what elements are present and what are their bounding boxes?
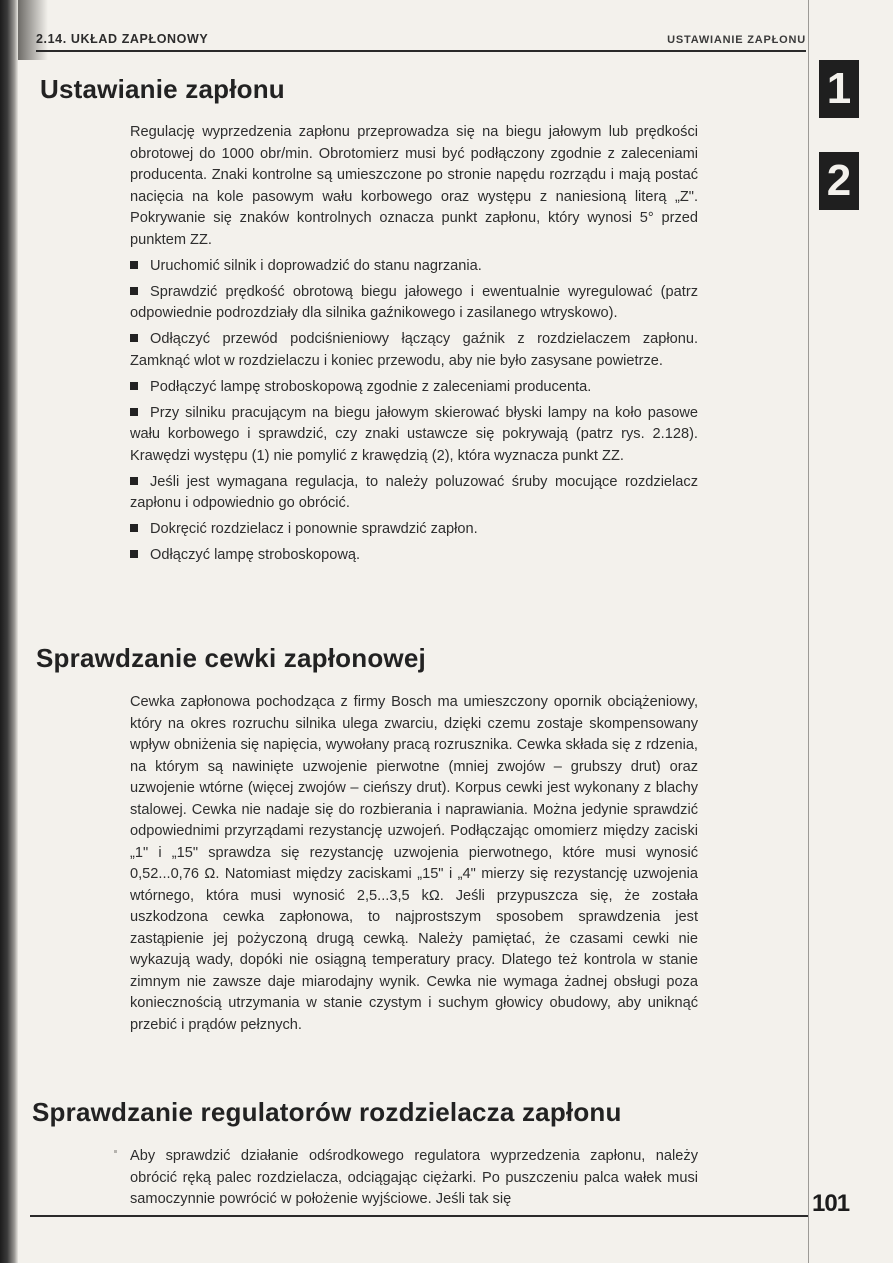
section-number-title: 2.14. UKŁAD ZAPŁONOWY xyxy=(36,32,209,46)
chapter-tab-2: 2 xyxy=(819,152,859,210)
bullet-icon xyxy=(130,477,138,485)
intro-paragraph: Regulację wyprzedzenia zapłonu przeprowadza się na biegu jałowym lub prędkości obrotowej do 1000 obr/min. Obrotomierz musi być podłączony zgodnie z zaleceniami producenta. Znaki kontrolne są umieszczone po stronie napędu rozrządu i mają postać nacięcia na kole pasowym wału korbowego oraz występu z naniesioną literą „Z". Pokrywanie się znaków kontrolnych oznacza punkt zapłonu, który wynosi 5° przed punktem ZZ. xyxy=(130,124,698,248)
section-title-ignition-timing: Ustawianie zapłonu xyxy=(40,74,285,104)
list-item: Sprawdzić prędkość obrotową biegu jałowego i ewentualnie wyregulować (patrz odpowiednie podrozdziały dla silnika gaźnikowego i zasilanego wtryskowo). xyxy=(130,283,698,321)
bullet-icon xyxy=(130,550,138,558)
chapter-tab-1: 1 xyxy=(819,60,859,118)
list-item: Przy silniku pracującym na biegu jałowym skierować błyski lampy na koło pasowe wału korbowego i sprawdzić, czy znaki ustawcze się pokrywają (patrz rys. 2.128). Krawędzi występu (1) nie pomylić z krawędzią (2), która wyznacza punkt ZZ. xyxy=(130,404,698,464)
margin-rule xyxy=(808,0,809,1263)
bullet-icon xyxy=(130,334,138,342)
body-paragraph: Aby sprawdzić działanie odśrodkowego regulatora wyprzedzenia zapłonu, należy obrócić ręką palec rozdzielacza, odciągając ciężarki. Po puszczeniu palca wałek musi samoczynnie powrócić w położenie wyjściowe. Jeśli tak się xyxy=(130,1148,698,1207)
running-header xyxy=(36,30,806,50)
bullet-icon xyxy=(130,408,138,416)
bullet-icon xyxy=(130,524,138,532)
section-title-distributor-regulators: Sprawdzanie regulatorów rozdzielacza zapłonu xyxy=(32,1097,622,1127)
book-spine-shadow xyxy=(0,0,18,1263)
running-title: USTAWIANIE ZAPŁONU xyxy=(667,34,806,46)
list-item: Uruchomić silnik i doprowadzić do stanu nagrzania. xyxy=(130,256,698,278)
bullet-icon xyxy=(130,261,138,269)
body-paragraph: Cewka zapłonowa pochodząca z firmy Bosch ma umieszczony opornik obciążeniowy, który na okres rozruchu silnika ulega zwarciu, dzięki czemu zostaje skompensowany wpływ obniżenia się napięcia, wywołany pracą rozrusznika. Cewka składa się z rdzenia, na którym są nawinięte uzwojenie pierwotne (mniej zwojów – grubszy drut) oraz uzwojenie wtórne (więcej zwojów – cieńszy drut). Korpus cewki jest wykonany z blachy stalowej. Cewka nie nadaje się do rozbierania i naprawiania. Można jedynie sprawdzić odpowiednimi przyrządami rezystancję uzwojeń. Podłączając omomierz między zaciski „1" i „15" sprawdza się rezystancję uzwojenia pierwotnego, które musi wynosić 0,52...0,76 Ω. Natomiast między zaciskami „15" i „4" mierzy się rezystancję uzwojenia wtórnego, która musi wynosić 2,5...3,5 kΩ. Jeśli przypuszcza się, że została uszkodzona cewka zapłonowa, to najprostszym sposobem sprawdzenia jest zastąpienie jej pożyczoną drugą cewką. Należy pamiętać, że czasami cewki nie wykazują wady, dopóki nie osiągną temperatury pracy. Dlatego też kontrola w stanie zimnym nie zawsze daje miarodajny wynik. Cewka nie wymaga żadnej obsługi poza koniecznością utrzymania w stanie czystym i suchym głowicy obudowy, aby uniknąć przebić i prądów pełznych. xyxy=(130,694,698,1033)
section-body-distributor-regulators xyxy=(130,1146,698,1211)
print-speck xyxy=(114,1150,117,1153)
header-rule xyxy=(36,50,806,52)
list-item: Dokręcić rozdzielacz i ponownie sprawdzić zapłon. xyxy=(130,519,698,541)
list-item: Jeśli jest wymagana regulacja, to należy poluzować śruby mocujące rozdzielacz zapłonu i odpowiednio go obrócić. xyxy=(130,473,698,511)
bullet-icon xyxy=(130,287,138,295)
list-item: Odłączyć przewód podciśnieniowy łączący gaźnik z rozdzielaczem zapłonu. Zamknąć wlot w rozdzielaczu i koniec przewodu, aby nie było zasysane powietrze. xyxy=(130,331,698,369)
section-body-ignition-timing xyxy=(130,122,698,567)
section-body-ignition-coil xyxy=(130,692,698,1036)
footer-rule xyxy=(30,1215,808,1217)
section-title-ignition-coil: Sprawdzanie cewki zapłonowej xyxy=(36,643,426,673)
list-item: Odłączyć lampę stroboskopową. xyxy=(130,545,698,567)
bullet-icon xyxy=(130,382,138,390)
page-number: 101 xyxy=(812,1190,850,1217)
list-item: Podłączyć lampę stroboskopową zgodnie z zaleceniami producenta. xyxy=(130,377,698,399)
